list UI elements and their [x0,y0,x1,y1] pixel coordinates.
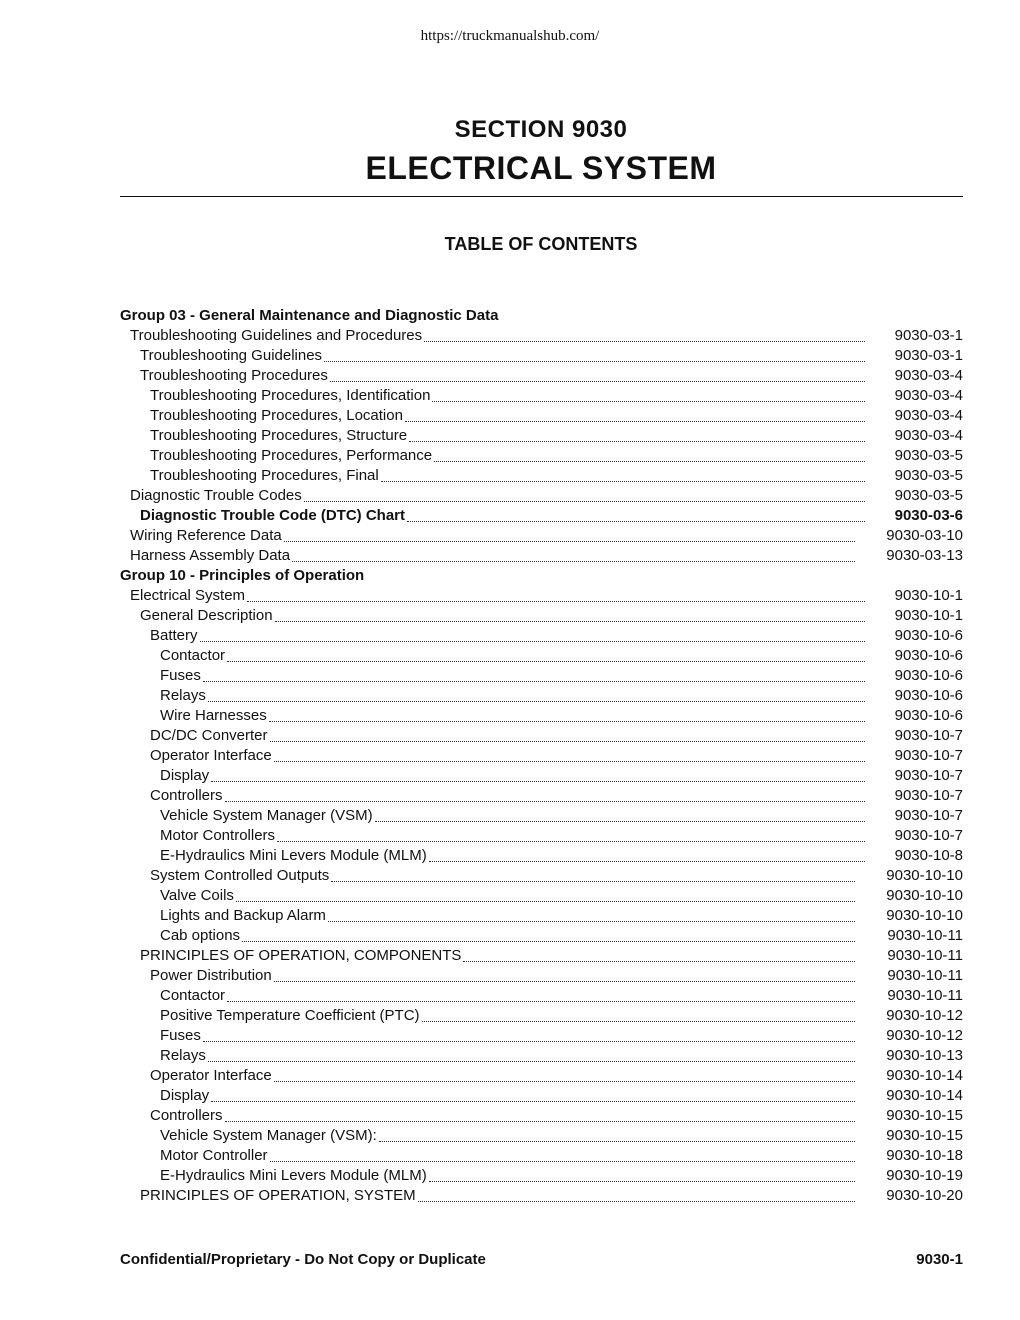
toc-entry [120,626,963,646]
toc-entry [120,1066,963,1086]
toc-leader-dots [200,641,865,642]
toc-leader-dots [424,341,865,342]
toc-entry [120,786,963,806]
toc-entry-page: 9030-10-18 [886,1147,963,1164]
toc-entry-page: 9030-10-6 [894,707,963,724]
toc-entry-page: 9030-10-7 [894,787,963,804]
toc-leader-dots [284,541,855,542]
toc-entry-page: 9030-10-12 [886,1007,963,1024]
toc-entry-title: Display [160,1087,210,1104]
toc-leader-dots [434,461,865,462]
toc-entry [120,666,963,686]
toc-entry [120,546,963,566]
toc-leader-dots [422,1021,855,1022]
toc-leader-dots [381,481,865,482]
toc-entry [120,586,963,606]
toc-entry-page: 9030-10-15 [886,1127,963,1144]
toc-entry [120,406,963,426]
toc-entry-page: 9030-10-6 [894,667,963,684]
toc-entry-title: PRINCIPLES OF OPERATION, COMPONENTS [140,947,462,964]
toc-leader-dots [203,1041,855,1042]
toc-leader-dots [405,421,865,422]
toc-entry [120,1146,963,1166]
toc-entry [120,1086,963,1106]
toc-entry-title: General Description [140,607,273,624]
toc-entry-title: Operator Interface [150,747,272,764]
toc-entry-title: PRINCIPLES OF OPERATION, SYSTEM [140,1187,416,1204]
toc-entry [120,846,963,866]
toc-entry [120,446,963,466]
toc-leader-dots [274,1081,855,1082]
toc-entry [120,606,963,626]
toc-entry-page: 9030-03-13 [886,547,963,564]
toc-leader-dots [211,1101,855,1102]
toc-entry-title: Contactor [160,987,226,1004]
toc-entry-page: 9030-10-20 [886,1187,963,1204]
toc-leader-dots [269,721,865,722]
toc-entry [120,866,963,886]
toc-entry [120,966,963,986]
toc-entry-page: 9030-10-15 [886,1107,963,1124]
toc-entry [120,946,963,966]
toc-entry-title: Fuses [160,667,201,684]
toc-leader-dots [203,681,865,682]
toc-entry-page: 9030-10-14 [886,1067,963,1084]
toc-entry-title: Troubleshooting Procedures [140,367,328,384]
footer-confidential: Confidential/Proprietary - Do Not Copy or Duplicate [120,1251,486,1268]
footer-page-number: 9030-1 [916,1251,963,1268]
toc-group-heading [120,306,963,326]
toc-entry [120,346,963,366]
toc-entry [120,1046,963,1066]
toc-entry-page: 9030-03-4 [894,367,963,384]
section-title: ELECTRICAL SYSTEM [365,150,717,186]
toc-entry-page: 9030-10-11 [887,927,963,944]
toc-entry-title: Cab options [160,927,241,944]
toc-entry [120,826,963,846]
toc-entry [120,486,963,506]
toc-entry [120,766,963,786]
toc-leader-dots [211,781,865,782]
toc-entry [120,466,963,486]
toc-entry-title: System Controlled Outputs [150,867,330,884]
toc-entry-page: 9030-10-8 [894,847,963,864]
toc-entry-title: Vehicle System Manager (VSM) [160,807,373,824]
toc-entry-title: Wire Harnesses [160,707,267,724]
toc-entry-title: Wiring Reference Data [130,527,282,544]
toc-entry-title: Troubleshooting Guidelines and Procedures [130,327,423,344]
toc-entry [120,926,963,946]
toc-leader-dots [236,901,855,902]
toc-entry-title: Display [160,767,210,784]
toc-leader-dots [208,701,865,702]
toc-entry-title: Operator Interface [150,1067,272,1084]
toc-entry-page: 9030-03-10 [886,527,963,544]
toc-entry-title: Group 03 - General Maintenance and Diagnostic Data [120,307,499,324]
toc-entry-page: 9030-10-11 [887,987,963,1004]
toc-entry-title: Relays [160,1047,206,1064]
toc-entry-title: Battery [150,627,198,644]
toc-entry-title: Power Distribution [150,967,272,984]
toc-entry-title: Diagnostic Trouble Codes [130,487,302,504]
section-label: SECTION 9030 [454,116,628,143]
toc-leader-dots [292,561,855,562]
toc-entry [120,646,963,666]
toc-entry-page: 9030-03-1 [894,347,963,364]
toc-leader-dots [270,741,865,742]
toc-entry-page: 9030-10-1 [894,607,963,624]
toc-entry-page: 9030-10-10 [886,887,963,904]
toc-entry [120,686,963,706]
toc-leader-dots [225,1121,855,1122]
toc-leader-dots [247,601,865,602]
toc-entry-title: Controllers [150,1107,223,1124]
toc-entry [120,1006,963,1026]
toc-leader-dots [432,401,865,402]
toc-leader-dots [324,361,865,362]
toc-leader-dots [274,981,855,982]
toc-entry-title: Contactor [160,647,226,664]
toc-leader-dots [270,1161,855,1162]
toc-entry-page: 9030-10-6 [894,687,963,704]
toc-entry-title: E-Hydraulics Mini Levers Module (MLM) [160,847,427,864]
toc-entry-page: 9030-10-6 [894,647,963,664]
toc-entry-title: Harness Assembly Data [130,547,291,564]
toc-entry-title: E-Hydraulics Mini Levers Module (MLM) [160,1167,427,1184]
toc-entry-page: 9030-03-1 [894,327,963,344]
toc-entry-page: 9030-10-11 [887,947,963,964]
toc-leader-dots [275,621,865,622]
toc-entry-page: 9030-10-7 [894,747,963,764]
toc-entry-title: Relays [160,687,206,704]
toc-entry [120,906,963,926]
toc-entry-page: 9030-03-5 [894,447,963,464]
toc-entry [120,506,963,526]
header-url: https://truckmanualshub.com/ [420,28,600,44]
toc-entry-page: 9030-10-10 [886,907,963,924]
toc-entry [120,886,963,906]
toc-leader-dots [429,1181,855,1182]
toc-entry-title: Troubleshooting Procedures, Identification [150,387,431,404]
toc-entry-page: 9030-10-7 [894,827,963,844]
toc-entry [120,1106,963,1126]
toc-leader-dots [208,1061,855,1062]
toc-entry-title: Vehicle System Manager (VSM): [160,1127,377,1144]
toc-entry-title: Motor Controller [160,1147,268,1164]
toc-entry-title: Positive Temperature Coefficient (PTC) [160,1007,420,1024]
toc-entry-page: 9030-03-4 [894,427,963,444]
toc-entry-title: Troubleshooting Guidelines [140,347,323,364]
toc-leader-dots [463,961,855,962]
toc-entry-title: DC/DC Converter [150,727,268,744]
toc-entry-title: Motor Controllers [160,827,276,844]
toc-entry [120,426,963,446]
toc-entry [120,706,963,726]
toc-entry-page: 9030-10-12 [886,1027,963,1044]
toc-entry-title: Troubleshooting Procedures, Final [150,467,379,484]
toc-entry-title: Valve Coils [160,887,234,904]
toc-leader-dots [407,521,865,522]
toc-entry [120,806,963,826]
toc-entry [120,366,963,386]
toc-entry-title: Group 10 - Principles of Operation [120,567,365,584]
toc-entry-page: 9030-10-13 [886,1047,963,1064]
toc-entry [120,986,963,1006]
toc-leader-dots [227,661,865,662]
toc-entry-title: Troubleshooting Procedures, Performance [150,447,433,464]
toc-leader-dots [274,761,865,762]
toc-entry-page: 9030-10-6 [894,627,963,644]
toc-leader-dots [277,841,865,842]
toc-leader-dots [331,881,855,882]
toc-entry-page: 9030-03-6 [894,507,963,524]
toc-leader-dots [225,801,865,802]
toc-leader-dots [227,1001,855,1002]
toc-entry-title: Lights and Backup Alarm [160,907,326,924]
toc-entry [120,386,963,406]
table-of-contents [120,306,963,1206]
toc-entry-page: 9030-10-7 [894,727,963,744]
toc-entry [120,746,963,766]
toc-entry-title: Electrical System [130,587,246,604]
toc-entry-page: 9030-03-4 [894,387,963,404]
toc-entry-title: Troubleshooting Procedures, Structure [150,427,408,444]
toc-entry-page: 9030-10-10 [886,867,963,884]
toc-leader-dots [379,1141,855,1142]
toc-entry [120,526,963,546]
toc-entry-title: Troubleshooting Procedures, Location [150,407,403,424]
toc-entry-page: 9030-03-5 [894,487,963,504]
toc-entry-title: Fuses [160,1027,201,1044]
toc-entry-title: Diagnostic Trouble Code (DTC) Chart [140,507,406,524]
toc-entry [120,1026,963,1046]
toc-leader-dots [242,941,855,942]
toc-entry [120,726,963,746]
toc-entry-page: 9030-10-7 [894,807,963,824]
toc-leader-dots [304,501,865,502]
toc-group-heading [120,566,963,586]
toc-leader-dots [429,861,865,862]
toc-leader-dots [375,821,865,822]
toc-leader-dots [409,441,865,442]
toc-entry-page: 9030-03-5 [894,467,963,484]
toc-entry-page: 9030-10-1 [894,587,963,604]
toc-entry-page: 9030-10-7 [894,767,963,784]
toc-entry [120,1186,963,1206]
toc-entry [120,1126,963,1146]
toc-leader-dots [418,1201,855,1202]
toc-entry-page: 9030-10-19 [886,1167,963,1184]
toc-entry-title: Controllers [150,787,223,804]
toc-leader-dots [330,381,865,382]
toc-entry-page: 9030-10-14 [886,1087,963,1104]
toc-entry-page: 9030-03-4 [894,407,963,424]
toc-entry-page: 9030-10-11 [887,967,963,984]
title-divider [120,196,963,197]
toc-entry [120,326,963,346]
toc-entry [120,1166,963,1186]
toc-leader-dots [328,921,855,922]
toc-heading: TABLE OF CONTENTS [444,234,638,254]
